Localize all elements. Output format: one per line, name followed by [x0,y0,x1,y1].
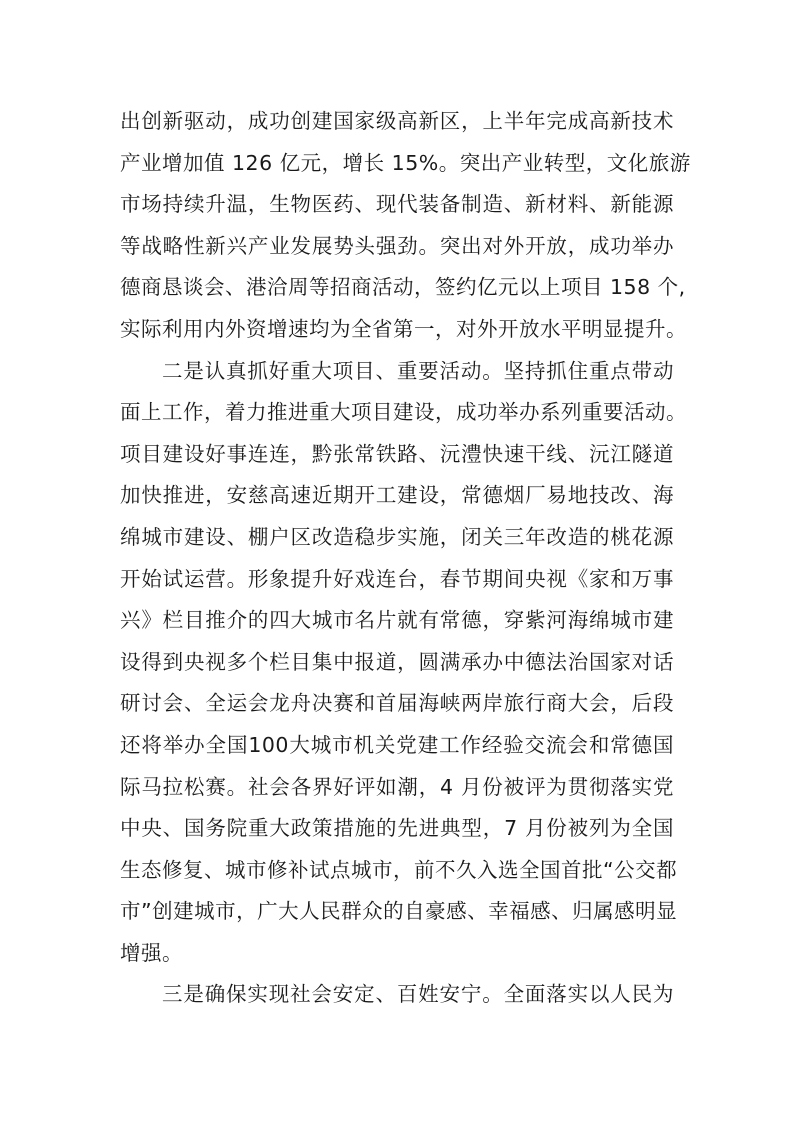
text-line: 三是确保实现社会安定、百姓安宁。全面落实以人民为 [162,982,674,1007]
text-line: 研讨会、全运会龙舟决赛和首届海峡两岸旅行商大会，后段 [120,691,674,716]
text-line: 兴》栏目推介的四大城市名片就有常德，穿紫河海绵城市建 [120,608,674,633]
paragraph-major-projects [120,351,687,975]
text-line: 开始试运营。形象提升好戏连台，春节期间央视《家和万事 [120,566,674,591]
text-line: 绵城市建设、棚户区改造稳步实施，闭关三年改造的桃花源 [120,524,674,549]
text-line: 生态修复、城市修补试点城市，前不久入选全国首批“公交都 [120,857,678,882]
paragraph-continued [120,101,691,351]
text-line: 实际利用内外资增速均为全省第一，对外开放水平明显提升。 [120,316,687,341]
text-line: 中央、国务院重大政策措施的先进典型，7 月份被列为全国 [120,816,674,841]
text-line: 市”创建城市，广大人民群众的自豪感、幸福感、归属感明显 [120,899,678,924]
text-line: 项目建设好事连连，黔张常铁路、沅澧快速干线、沅江隧道 [120,441,674,466]
text-line: 出创新驱动，成功创建国家级高新区，上半年完成高新技术 [120,109,674,133]
text-line: 面上工作，着力推进重大项目建设，成功举办系列重要活动。 [120,400,687,425]
text-line: 设得到央视多个栏目集中报道，圆满承办中德法治国家对话 [120,649,674,674]
text-line: 还将举办全国100大城市机关党建工作经验交流会和常德国 [120,732,674,757]
document-body [120,101,691,1016]
text-line: 等战略性新兴产业发展势头强劲。突出对外开放，成功举办 [120,233,674,258]
text-line: 二是认真抓好重大项目、重要活动。坚持抓住重点带动 [162,358,674,383]
paragraph-social-stability [120,974,674,1016]
text-line: 增强。 [120,940,183,965]
text-line: 德商恳谈会、港洽周等招商活动，签约亿元以上项目 158 个, [120,275,686,300]
text-line: 际马拉松赛。社会各界好评如潮，4 月份被评为贯彻落实党 [120,774,674,799]
text-line: 加快推进，安慈高速近期开工建设，常德烟厂易地技改、海 [120,483,674,508]
text-line: 产业增加值 126 亿元，增长 15%。突出产业转型，文化旅游 [120,150,691,175]
text-line: 市场持续升温，生物医药、现代装备制造、新材料、新能源 [120,192,674,217]
